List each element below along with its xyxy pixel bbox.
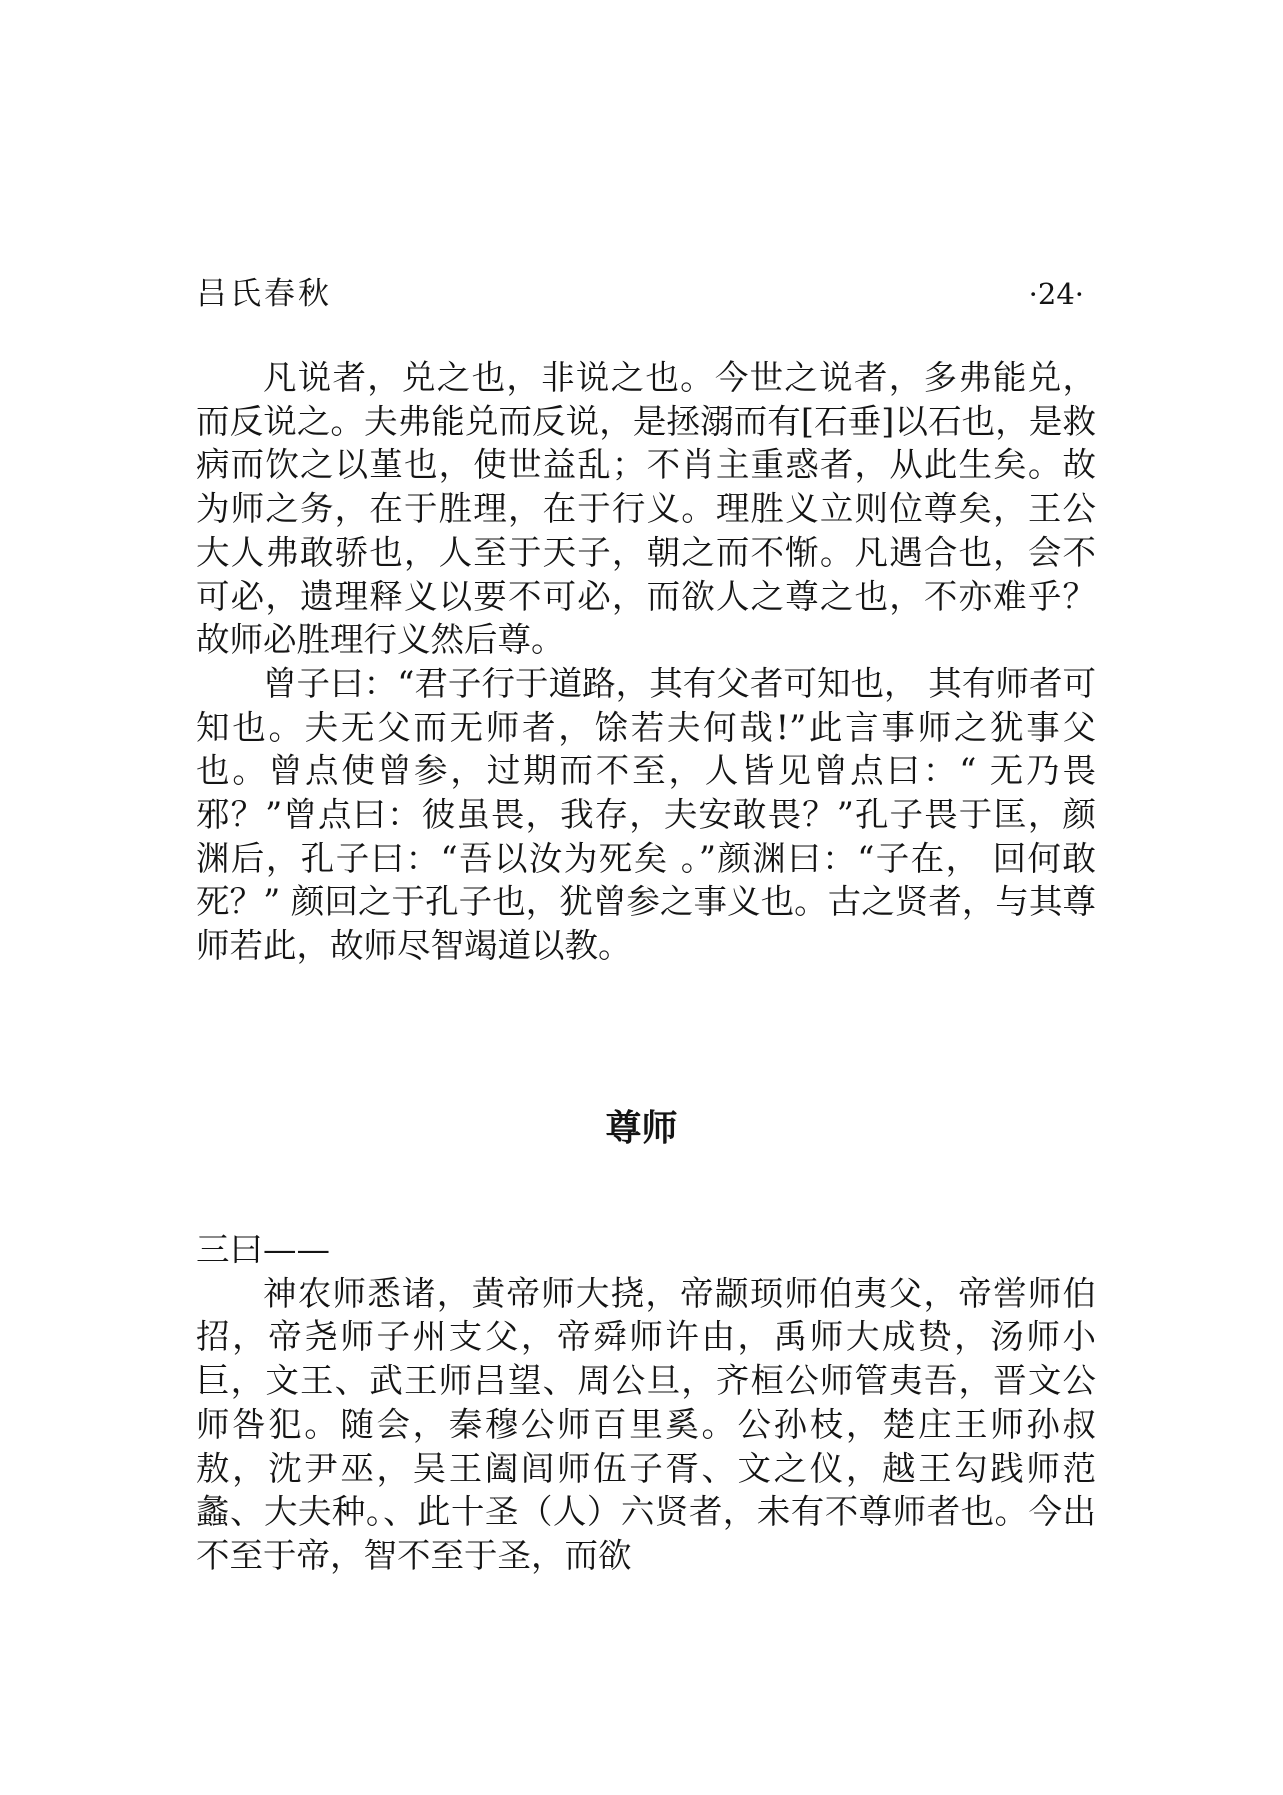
book-title: 吕氏春秋: [196, 276, 332, 312]
paragraph: 神农师悉诸，黄帝师大挠，帝颛顼师伯夷父，帝喾师伯招，帝尧师子州支父，帝舜师许由，禹师大成贽，汤师小巨，文王、武王师吕望、周公旦，齐桓公师管夷吾，晋文公师咎犯。随会，秦穆公师百里奚。公孙枝，楚庄王师孙叔敖，沈尹巫，吴王阖闾师伍子胥、文之仪，越王勾践师范蠡、大夫种。、此十圣（人）六贤者，未有不尊师者也。今出不至于帝，智不至于圣，而欲: [196, 1273, 1096, 1575]
running-header: [196, 272, 1084, 316]
page-number: ·24·: [1028, 277, 1084, 311]
chapter-label: 三曰——: [196, 1230, 330, 1269]
section-heading: 尊师: [605, 1108, 678, 1149]
continued-text: [196, 356, 1096, 968]
paragraph: 凡说者，兑之也，非说之也。今世之说者，多弗能兑，而反说之。夫弗能兑而反说，是拯溺而有[石垂]以石也，是救病而饮之以堇也，使世益乱；不肖主重惑者，从此生矣。故为师之务，在于胜理，在于行义。理胜义立则位尊矣，王公大人弗敢骄也，人至于天子，朝之而不惭。凡遇合也，会不可必，遗理释义以要不可必，而欲人之尊之也，不亦难乎？故师必胜理行义然后尊。: [196, 358, 1096, 660]
section-body: [196, 1228, 1096, 1578]
paragraph: 曾子曰：“君子行于道路，其有父者可知也， 其有师者可知也。夫无父而无师者，馀若夫何哉!”此言事师之犹事父也。曾点使曾参，过期而不至，人皆见曾点曰：“ 无乃畏邪？”曾点曰：彼虽畏，我存，夫安敢畏？”孔子畏于匡，颜渊后，孔子曰：“吾以汝为死矣 。”颜渊曰：“子在， 回何敢死？” 颜回之于孔子也，犹曾参之事义也。古之贤者，与其尊师若此，故师尽智竭道以教。: [196, 663, 1096, 966]
